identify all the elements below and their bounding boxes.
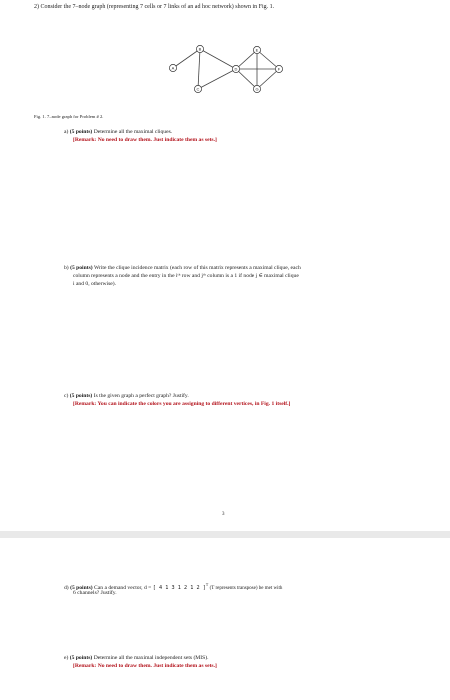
part-d-label: d) [64,584,69,591]
part-c-points: (5 points) [69,393,93,399]
part-e-label: e) [64,655,69,661]
part-a-points: (5 points) [69,129,93,135]
node-label-b: B [198,46,202,52]
part-c-text: Is the given graph a perfect graph? Justify. [93,393,189,399]
edge-b-d [198,46,236,69]
graph-figure [160,40,290,100]
node-label-g: G [255,86,259,92]
edge-b-c [198,46,202,89]
part-d-points: (5 points) [70,584,93,591]
part-b-text-3: i and 0, otherwise). [73,281,117,287]
part-d-text-2: 6 channels? Justify. [73,590,117,596]
demand-vector: [ 4 1 3 1 2 1 2 ] [152,584,206,591]
page-number: 3 [222,512,225,517]
part-d-text-after: (T represents transpose) be met with [209,585,283,591]
edge-d-g [234,66,257,89]
node-label-a: A [171,65,175,71]
node-label-d: D [234,66,238,72]
part-b-line1 [64,265,301,272]
part-b-text-1: Write the clique incidence matrix (each row of this matrix represents a maximal clique, each [93,265,301,271]
node-label-f: F [277,66,281,72]
part-e-remark: [Remark: No need to draw them. Just indicate them as sets.] [73,663,217,669]
part-b-label: b) [64,265,69,271]
figure-caption: Fig. 1. 7–node graph for Problem # 2. [34,114,104,119]
part-e-line1 [64,655,209,662]
edge-b-a [173,46,202,68]
edge-e-f [255,47,279,69]
part-a-line1 [64,129,172,136]
part-a-label: a) [64,129,69,135]
part-e-points: (5 points) [69,655,93,661]
part-d-text-before: Can a demand vector, d = [94,584,152,591]
part-a-text: Determine all the maximal cliques. [93,129,173,135]
part-c-label: c) [64,393,69,399]
node-label-c: C [196,86,200,92]
part-c-line1 [64,393,189,400]
edge-f-g [257,66,281,89]
document-page-2 [0,538,450,700]
edge-e-d [236,47,259,69]
part-e-text: Determine all the maximal independent sets (MIS). [93,655,209,661]
problem-heading: 2) Consider the 7–node graph (representing 7 cells or 7 links of an ad hoc network) shown in Fig. 1. [34,4,275,10]
edge-c-d [198,66,238,89]
part-c-remark: [Remark: You can indicate the colors you are assigning to different vertices, in Fig. 1 itself.] [73,401,291,407]
part-b-points: (5 points) [70,265,93,271]
part-b-text-2: column represents a node and the entry in the iᵗʰ row and jᵗʰ column is a 1 if node j ∈ maximal clique [73,273,299,279]
transpose-superscript: T [205,583,209,587]
node-label-e: E [255,47,259,53]
part-a-remark: [Remark: No need to draw them. Just indicate them as sets.] [73,137,217,143]
